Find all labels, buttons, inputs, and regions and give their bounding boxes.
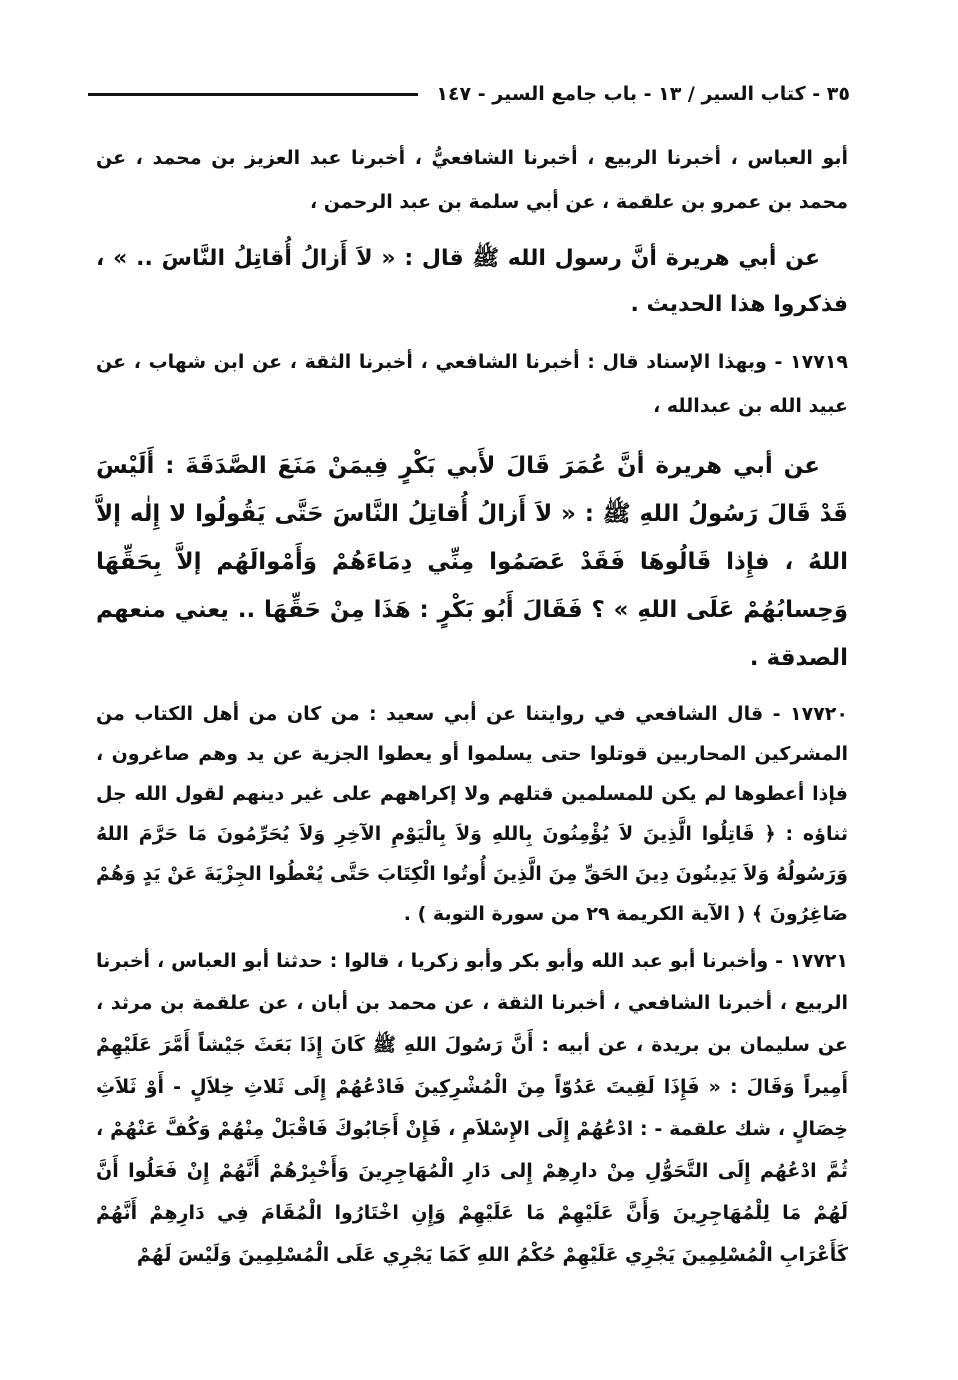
page-body	[96, 136, 848, 1336]
hadith-text-paragraph: عن أبي هريرة أنَّ رسول الله ﷺ قال : « لاَ أَزالُ أُقاتِلُ النَّاسَ .. » ، فذكروا هذا الحديث .	[96, 246, 848, 317]
running-title: ٣٥ - كتاب السير / ١٣ - باب جامع السير - ١٤٧	[436, 83, 850, 105]
hadith-17721-paragraph: ١٧٧٢١ - وأخبرنا أبو عبد الله وأبو بكر وأبو زكريا ، قالوا : حدثنا أبو العباس ، أخبرنا الربيع ، أخبرنا الشافعي ، أخبرنا الثقة ، عن محمد بن أبان ، عن علقمة بن مرثد ، عن سليمان بن بريدة ، عن أبيه : أَنَّ رَسُولَ اللهِ ﷺ كَانَ إِذَا بَعَثَ جَيْشاً أَمَّرَ عَلَيْهِمْ أَمِيراً وَقَالَ : « فَإِذَا لَقِيتَ عَدُوّاً مِنَ الْمُشْرِكِينَ فَادْعُهُمْ إِلَى ثَلاثِ خِلاَلٍ - أَوْ ثَلاَثِ خِصَالٍ ، شك علقمة - : ادْعُهُمْ إِلَى الإِسْلاَمِ ، فَإِنْ أَجَابُوكَ فَاقْبَلْ مِنْهُمْ وَكُفَّ عَنْهُمْ ، ثُمَّ ادْعُهُم إِلَى التَّحَوُّلِ مِنْ دارِهِمْ إِلى دَارِ الْمُهَاجِرِينَ وَأَخْبِرْهُمْ أَنَّهُمْ إِنْ فَعَلُوا أَنَّ لَهُمْ مَا لِلْمُهَاجِرِينَ وَأَنَّ عَلَيْهِمْ مَا عَلَيْهِمْ وَإِنِ اخْتَارُوا الْمُقَامَ فِي دَارِهِمْ أَنَّهُمْ كَأَعْرَابِ الْمُسْلِمِينَ يَجْرِي عَلَيْهِمْ حُكْمُ اللهِ كَمَا يَجْرِي عَلَى الْمُسْلِمِينَ وَلَيْسَ لَهُمْ	[96, 950, 848, 1266]
header-rule	[88, 93, 418, 96]
hadith-17720-paragraph: ١٧٧٢٠ - قال الشافعي في روايتنا عن أبي سعيد : من كان من أهل الكتاب من المشركين المحاربين قوتلوا حتى يسلموا أو يعطوا الجزية عن يد وهم صاغرون ، فإذا أعطوها لم يكن للمسلمين قتلهم ولا إكراههم على غير دينهم لقول الله جل ثناؤه : ﴿ قَاتِلُوا الَّذِينَ لاَ يُؤْمِنُونَ بِاللهِ وَلاَ بِالْيَوْمِ الآخِرِ وَلاَ يُحَرِّمُونَ مَا حَرَّمَ اللهُ وَرَسُولُهُ وَلاَ يَدِينُونَ دِينَ الحَقِّ مِنَ الَّذِينَ أُوتُوا الْكِتَابَ حَتَّى يُعْطُوا الجِزْيَةَ عَنْ يَدٍ وَهُمْ صَاغِرُونَ ﴾ ( الآية الكريمة ٢٩ من سورة التوبة ) .	[96, 703, 848, 925]
isnad-paragraph: أبو العباس ، أخبرنا الربيع ، أخبرنا الشافعيُّ ، أخبرنا عبد العزيز بن محمد ، عن محمد بن عمرو بن علقمة ، عن أبي سلمة بن عبد الرحمن ،	[96, 147, 848, 213]
page-header	[88, 72, 850, 116]
hadith-text-paragraph: عن أبي هريرة أنَّ عُمَرَ قَالَ لأَبي بَكْرٍ فِيمَنْ مَنَعَ الصَّدَقَةَ : أَلَيْسَ قَدْ قَالَ رَسُولُ اللهِ ﷺ : « لاَ أَزالُ أُقاتِلُ النَّاسَ حَتَّى يَقُولُوا لا إِلٰه إلاَّ اللهُ ، فإِذا قَالُوهَا فَقَدْ عَصَمُوا مِنِّي دِمَاءَهُمْ وَأَمْوالَهُم إلاَّ بِحَقِّهَا وَحِسابُهُمْ عَلَى اللهِ » ؟ فَقَالَ أَبُو بَكْرٍ : هَذَا مِنْ حَقِّهَا .. يعني منعهم الصدقة .	[96, 453, 848, 671]
hadith-17719-paragraph: ١٧٧١٩ - وبهذا الإسناد قال : أخبرنا الشافعي ، أخبرنا الثقة ، عن ابن شهاب ، عن عبيد الله بن عبدالله ،	[96, 351, 848, 417]
